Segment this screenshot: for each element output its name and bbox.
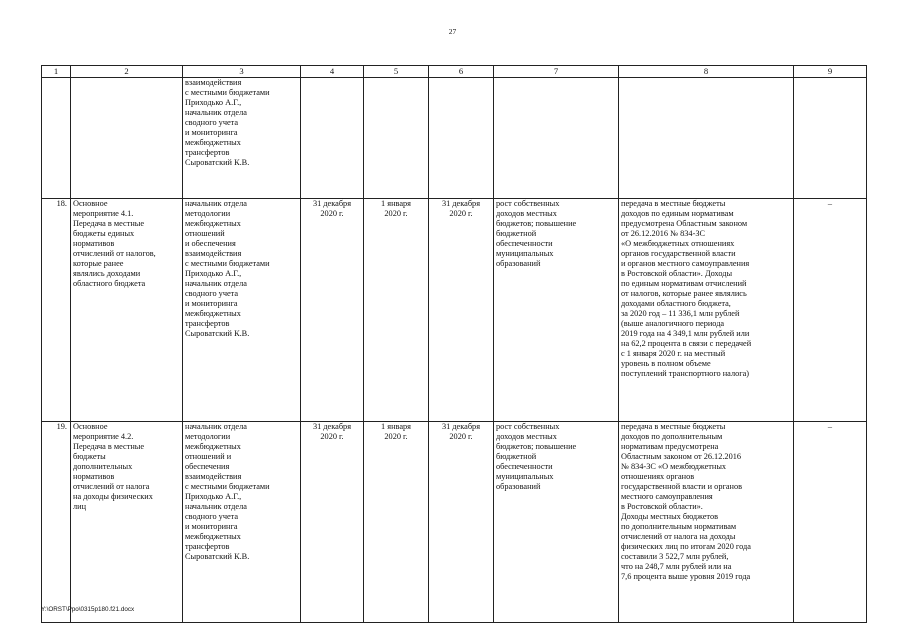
reason-cell: – (794, 199, 867, 422)
cell-empty (794, 78, 867, 199)
cell-empty (494, 78, 619, 199)
cell-empty (42, 78, 71, 199)
event-cell: Основное мероприятие 4.2. Передача в местные бюджеты дополнительных нормативов отчислений от налога на доходы физических лиц (71, 422, 183, 623)
executor-cell: начальник отдела методологии межбюджетных отношений и обеспечения взаимодействия с местными бюджетами Приходько А.Г., начальник отдела сводного учета и мониторинга межбюджетных трансфертов Сыроватский К.В. (183, 199, 301, 422)
event-cell: Основное мероприятие 4.1. Передача в местные бюджеты единых нормативов отчислений от налогов, которые ранее являлись доходами областного бюджета (71, 199, 183, 422)
cell-empty (429, 78, 494, 199)
file-path-footer: Y:\ORST\Ppo\0315p180.f21.docx (41, 606, 135, 613)
row-number: 19. (42, 422, 71, 623)
header-col-2: 2 (71, 66, 183, 78)
header-col-7: 7 (494, 66, 619, 78)
cell-empty (301, 78, 364, 199)
plan-end-date: 31 декабря 2020 г. (301, 199, 364, 422)
row-number: 18. (42, 199, 71, 422)
executor-cell: начальник отдела методологии межбюджетных отношений и обеспечения взаимодействия с местными бюджетами Приходько А.Г., начальник отдела сводного учета и мониторинга межбюджетных трансфертов Сыроватский К.В. (183, 422, 301, 623)
actual-result-cell: передача в местные бюджеты доходов по дополнительным нормативам предусмотрена Областным законом от 26.12.2016 № 834-ЗС «О межбюджетных отношениях органов государственной власти и органов местного самоуправления в Ростовской области». Доходы местных бюджетов по дополнительным нормативам отчислений от налога на доходы физических лиц по итогам 2020 года составили 3 522,7 млн рублей, что на 248,7 млн рублей или на 7,6 процента выше уровня 2019 года (619, 422, 794, 623)
header-col-4: 4 (301, 66, 364, 78)
plan-end-date: 31 декабря 2020 г. (301, 422, 364, 623)
table-row (42, 199, 867, 422)
cell-empty (71, 78, 183, 199)
header-col-9: 9 (794, 66, 867, 78)
cell-empty (619, 78, 794, 199)
report-table (41, 65, 867, 623)
planned-result-cell: рост собственных доходов местных бюджетов; повышение бюджетной обеспеченности муниципальных образований (494, 422, 619, 623)
fact-end-date: 31 декабря 2020 г. (429, 422, 494, 623)
page-number: 27 (448, 27, 457, 36)
table-header-row (42, 66, 867, 78)
reason-cell: – (794, 422, 867, 623)
continuation-row (42, 78, 867, 199)
fact-start-date: 1 января 2020 г. (364, 199, 429, 422)
cell-empty (364, 78, 429, 199)
fact-start-date: 1 января 2020 г. (364, 422, 429, 623)
table-row (42, 422, 867, 623)
header-col-8: 8 (619, 66, 794, 78)
header-col-6: 6 (429, 66, 494, 78)
fact-end-date: 31 декабря 2020 г. (429, 199, 494, 422)
header-col-5: 5 (364, 66, 429, 78)
actual-result-cell: передача в местные бюджеты доходов по единым нормативам предусмотрена Областным законом от 26.12.2016 № 834-ЗС «О межбюджетных отношениях органов государственной власти и органов местного самоуправления в Ростовской области». Доходы по единым нормативам отчислений от налогов, которые ранее являлись доходами областного бюджета, за 2020 год – 11 336,1 млн рублей (выше аналогичного периода 2019 года на 4 349,1 млн рублей или на 62,2 процента в связи с передачей с 1 января 2020 г. на местный уровень в полном объеме поступлений транспортного налога) (619, 199, 794, 422)
executor-cell: взаимодействия с местными бюджетами Приходько А.Г., начальник отдела сводного учета и мониторинга межбюджетных трансфертов Сыроватский К.В. (183, 78, 301, 199)
header-col-3: 3 (183, 66, 301, 78)
header-col-1: 1 (42, 66, 71, 78)
planned-result-cell: рост собственных доходов местных бюджетов; повышение бюджетной обеспеченности муниципальных образований (494, 199, 619, 422)
